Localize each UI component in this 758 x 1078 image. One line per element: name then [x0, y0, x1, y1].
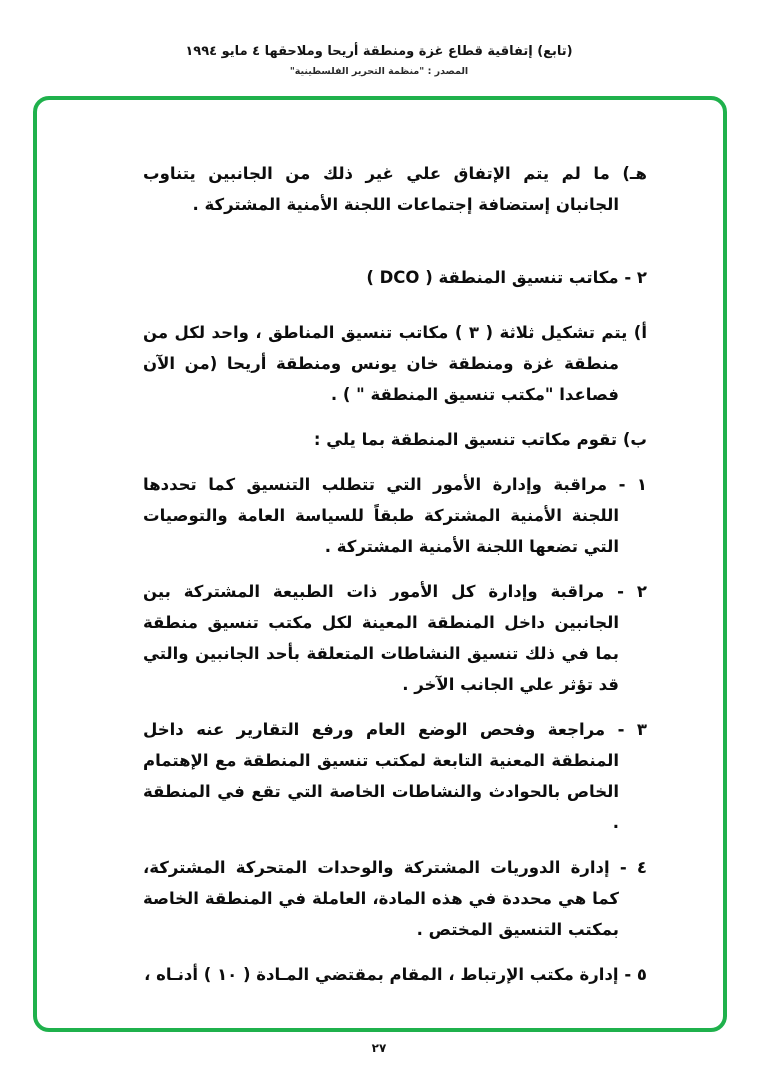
- document-source: المصدر : "منظمة التحرير الفلسطينية": [289, 66, 469, 77]
- numbered-item-4: ٤ - إدارة الدوريات المشتركة والوحدات المتحركة المشتركة، كما هي محددة في هذه المادة، العاملة في المنطقة الخاصة بمكتب التنسيق المختص .: [143, 858, 647, 940]
- page-number: ٢٧: [371, 1041, 387, 1055]
- section-2-heading: ٢ - مكاتب تنسيق المنطقة ( DCO ): [366, 268, 647, 288]
- document-body: [143, 158, 647, 990]
- numbered-item-5: ٥ - إدارة مكتب الإرتباط ، المقام بمقتضي المـادة ( ١٠ ) أدنـاه ،: [144, 965, 647, 985]
- numbered-item-3: ٣ - مراجعة وفحص الوضع العام ورفع التقارير عنه داخل المنطقة المعنية التابعة لمكتب تنسيق المنطقة مع الإهتمام الخاص بالحوادث والنشاطات الخاصة التي تقع في المنطقة .: [143, 720, 647, 833]
- clause-b-paragraph: ب) تقوم مكاتب تنسيق المنطقة بما يلي :: [313, 430, 647, 450]
- document-header: [0, 44, 758, 77]
- numbered-item-1: ١ - مراقبة وإدارة الأمور التي تتطلب التنسيق كما تحددها اللجنة الأمنية المشتركة طبقاً للسياسة العامة والتوصيات التي تضعها اللجنة الأمنية المشتركة .: [143, 475, 647, 557]
- document-footer: [0, 1037, 758, 1056]
- clause-e-paragraph: هـ) ما لم يتم الإتفاق علي غير ذلك من الجانبين يتناوب الجانبان إستضافة إجتماعات اللجنة الأمنية المشتركة .: [143, 164, 647, 215]
- document-title: (تابع) إتفاقية قطاع غزة ومنطقة أريحا وملاحقها ٤ مايو ١٩٩٤: [185, 44, 573, 59]
- numbered-item-2: ٢ - مراقبة وإدارة كل الأمور ذات الطبيعة المشتركة بين الجانبين داخل المنطقة المعينة لكل مكتب تنسيق منطقة بما في ذلك تنسيق النشاطات المتعلقة بأحد الجانبين والتي قد تؤثر علي الجانب الآخر .: [143, 582, 647, 695]
- clause-a-paragraph: أ) يتم تشكيل ثلاثة ( ٣ ) مكاتب تنسيق المناطق ، واحد لكل من منطقة غزة ومنطقة خان يونس ومنطقة أريحا (من الآن فصاعدا "مكتب تنسيق المنطقة " ) .: [143, 323, 647, 405]
- green-border-frame: [33, 96, 727, 1032]
